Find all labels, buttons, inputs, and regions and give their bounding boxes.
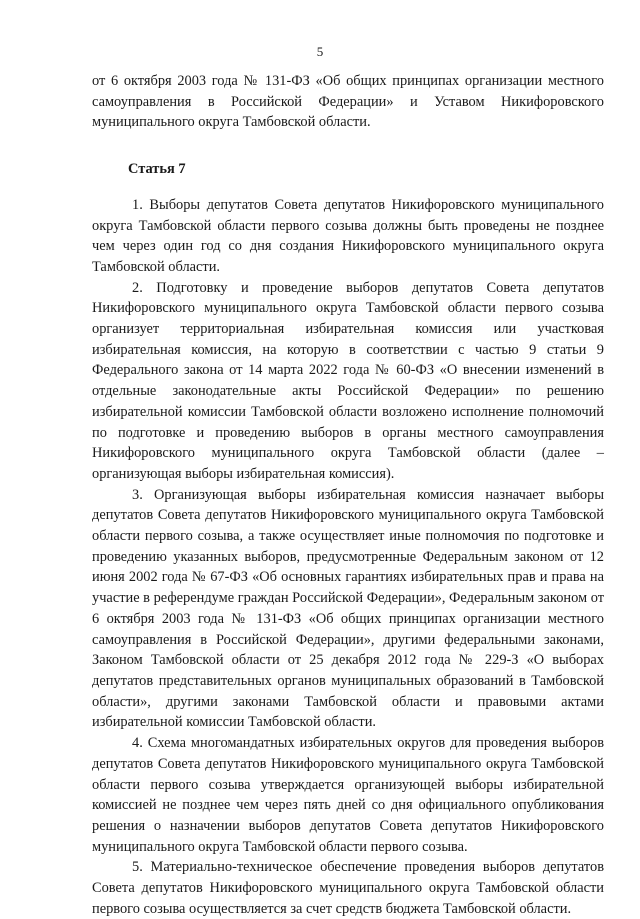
paragraph-3: 3. Организующая выборы избирательная комиссия назначает выборы депутатов Совета депутатов Никифоровского муниципального округа Тамбовской области первого созыва, а также осуществляет иные полномочия по подготовке и проведению указанных выборов, предусмотренные Федеральным законом от 12 июня 2002 года № 67-ФЗ «Об основных гарантиях избирательных прав и права на участие в референдуме граждан Российской Федерации», Федеральным законом от 6 октября 2003 года № 131-ФЗ «Об общих принципах организации местного самоуправления в Российской Федерации», другими федеральными законами, Законом Тамбовской области от 25 декабря 2012 года № 229-З «О выборах депутатов представительных органов муниципальных образований в Тамбовской области», другими законами Тамбовской области и правовыми актами избирательной комиссии Тамбовской области. (92, 486, 605, 731)
paragraph-2: 2. Подготовку и проведение выборов депутатов Совета депутатов Никифоровского муниципального округа Тамбовской области первого созыва организует территориальная избирательная комиссия или участковая избирательная комиссия, на которую в соответствии с частью 9 статьи 9 Федерального закона от 14 марта 2022 года № 60-ФЗ «О внесении изменений в отдельные законодательные акты Российской Федерации» по решению избирательной комиссии Тамбовской области возложено исполнение полномочий по подготовке и проведению выборов в органы местного самоуправления Никифоровского муниципального округа Тамбовской области (далее – организующая выборы избирательная комиссия). (92, 279, 604, 482)
intro-paragraph: от 6 октября 2003 года № 131-ФЗ «Об общих принципах организации местного самоуправления в Российской Федерации» и Уставом Никифоровского муниципального округа Тамбовской области. (92, 73, 604, 131)
paragraph-5: 5. Материально-техническое обеспечение проведения выборов депутатов Совета депутатов Никифоровского муниципального округа Тамбовской области первого созыва осуществляется за счет средств бюджета Тамбовской области. (92, 859, 604, 917)
paragraph-1: 1. Выборы депутатов Совета депутатов Никифоровского муниципального округа Тамбовской области первого созыва должны быть проведены не позднее чем через один год со дня создания Никифоровского муниципального округа Тамбовской области. (92, 196, 604, 275)
page-number: 5 (316, 44, 324, 59)
document-body (92, 71, 604, 919)
paragraph-4: 4. Схема многомандатных избирательных округов для проведения выборов депутатов Совета депутатов Никифоровского муниципального округа Тамбовской области первого созыва утверждается организующей выборы избирательной комиссией не позднее чем через пять дней со дня официального опубликования решения о назначении выборов депутатов Совета депутатов Никифоровского муниципального округа Тамбовской области первого созыва. (92, 735, 604, 855)
article-heading: Статья 7 (128, 161, 186, 178)
